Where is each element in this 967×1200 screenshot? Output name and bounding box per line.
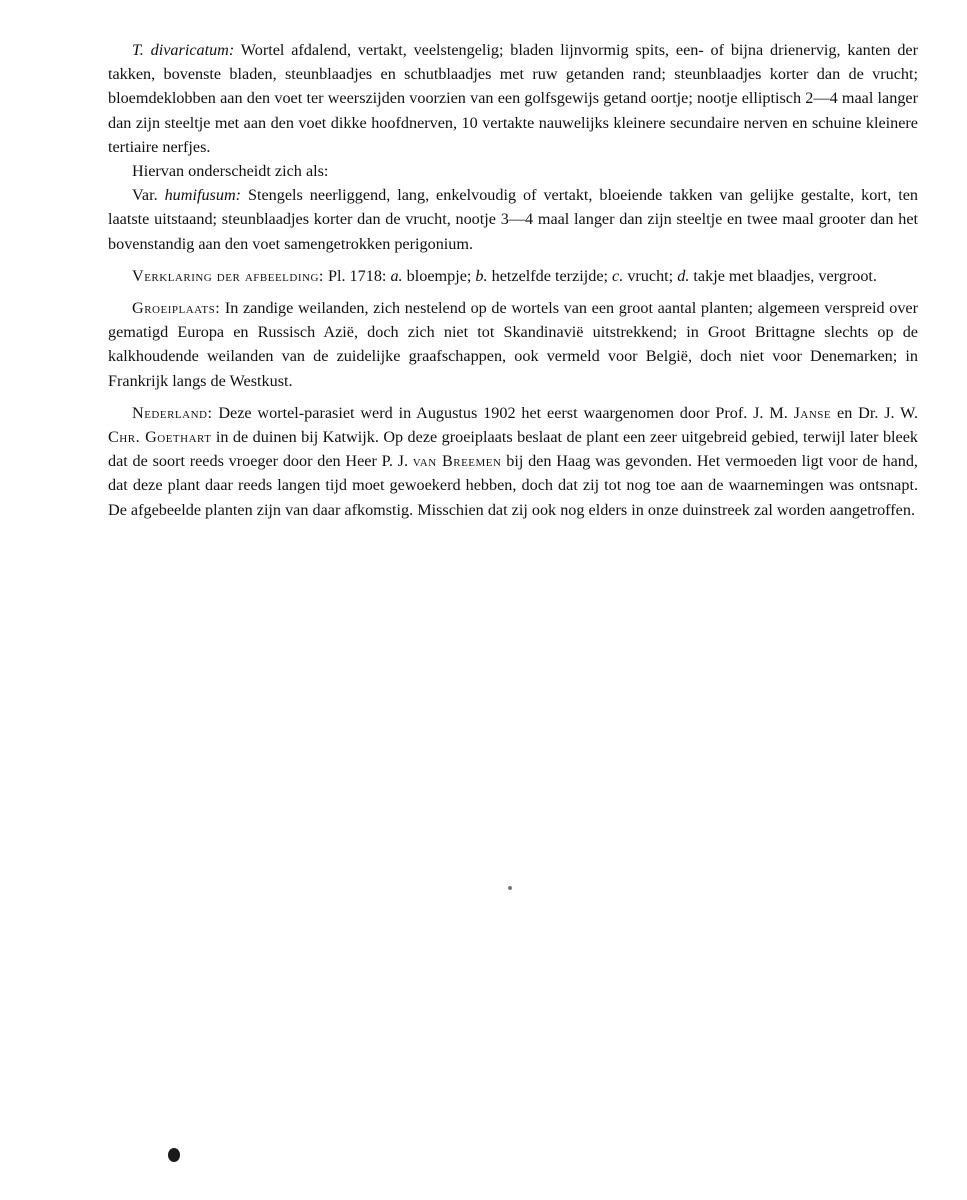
netherlands-text-1: Deze wortel-parasiet werd in Augustus 1902 het eerst waargenomen door Prof. J. M. bbox=[212, 403, 794, 422]
figure-label-a: a. bbox=[390, 266, 403, 285]
paragraph-description bbox=[108, 38, 918, 159]
paragraph-variant bbox=[108, 183, 918, 256]
figure-label-c: c. bbox=[612, 266, 624, 285]
figure-explanation-heading: Verklaring der afbeelding: bbox=[132, 266, 324, 285]
paragraph-netherlands bbox=[108, 401, 918, 522]
paragraph-variant-intro bbox=[108, 159, 918, 183]
description-text: Wortel afdalend, vertakt, veelstengelig; bladen lijnvormig spits, een- of bijna drienervig, kanten der takken, bovenste bladen, steunblaadjes en schutblaadjes met ruw getanden rand; steunblaadjes korter dan de vrucht; bloemdeklobben aan den voet ter weerszijden voorzien van een golfsgewijs getand oortje; nootje elliptisch 2—4 maal langer dan zijn steeltje met aan den voet dikke hoofdnerven, 10 vertakte nauwelijks kleinere secundaire nerven en schuine kleinere tertiaire nerfjes. bbox=[108, 41, 918, 156]
figure-text-a: bloempje; bbox=[402, 266, 476, 285]
person-name-goethart: Chr. Goethart bbox=[108, 428, 212, 447]
netherlands-text-4: bij den Haag was gevonden. Het vermoeden ligt voor de hand, dat deze plant daar reeds langen tijd moet gewoekerd hebben, doch dat zij tot nog toe aan de waarnemingen was ontsnapt. De afgebeelde planten zijn van daar afkomstig. Misschien dat zij ook nog elders in onze duinstreek zal worden aangetroffen. bbox=[108, 452, 918, 519]
figure-text-c: vrucht; bbox=[623, 266, 678, 285]
habitat-heading: Groeiplaats: bbox=[132, 299, 221, 318]
person-name-janse: Janse bbox=[793, 403, 832, 422]
variant-intro-text: Hiervan onderscheidt zich als: bbox=[132, 162, 329, 181]
variant-name: humifusum: bbox=[164, 186, 242, 205]
variant-prefix: Var. bbox=[132, 186, 165, 205]
species-name: T. divaricatum: bbox=[132, 41, 235, 59]
plate-reference: Pl. 1718: bbox=[323, 266, 391, 285]
figure-label-d: d. bbox=[677, 266, 690, 285]
variant-text: Stengels neerliggend, lang, enkelvoudig of vertakt, bloeiende takken van gelijke gestalte, kort, ten laatste uitstaand; steunblaadjes korter dan de vrucht, nootje 3—4 maal langer dan zijn steeltje en twee maal grooter dan het bovenstandig aan den voet samengetrokken perigonium. bbox=[108, 186, 918, 253]
figure-label-b: b. bbox=[475, 266, 488, 285]
page-text bbox=[108, 38, 918, 522]
print-speck-large bbox=[168, 1148, 180, 1162]
figure-text-b: hetzelfde terzijde; bbox=[487, 266, 613, 285]
paragraph-habitat bbox=[108, 296, 918, 393]
paragraph-figure-explanation bbox=[108, 264, 918, 288]
netherlands-heading: Nederland: bbox=[132, 403, 213, 422]
netherlands-text-3: in de duinen bij Katwijk. Op deze groeiplaats beslaat de plant een zeer uitgebreid gebied, terwijl later bleek dat de soort reeds vroeger door den Heer P. J. bbox=[108, 428, 919, 471]
person-name-van-breemen: van Breemen bbox=[412, 452, 502, 471]
print-speck-small bbox=[508, 886, 512, 890]
habitat-text: In zandige weilanden, zich nestelend op de wortels van een groot aantal planten; algemeen verspreid over gematigd Europa en Russisch Azië, doch zich niet tot Skandinavië uitstrekkend; in Groot Brittagne slechts op de kalkhoudende weilanden van de zuidelijke graafschappen, ook vermeld voor België, doch niet voor Denemarken; in Frankrijk langs de Westkust. bbox=[108, 299, 918, 390]
figure-text-d: takje met blaadjes, vergroot. bbox=[689, 266, 877, 285]
netherlands-text-2: en Dr. J. W. bbox=[831, 403, 918, 422]
